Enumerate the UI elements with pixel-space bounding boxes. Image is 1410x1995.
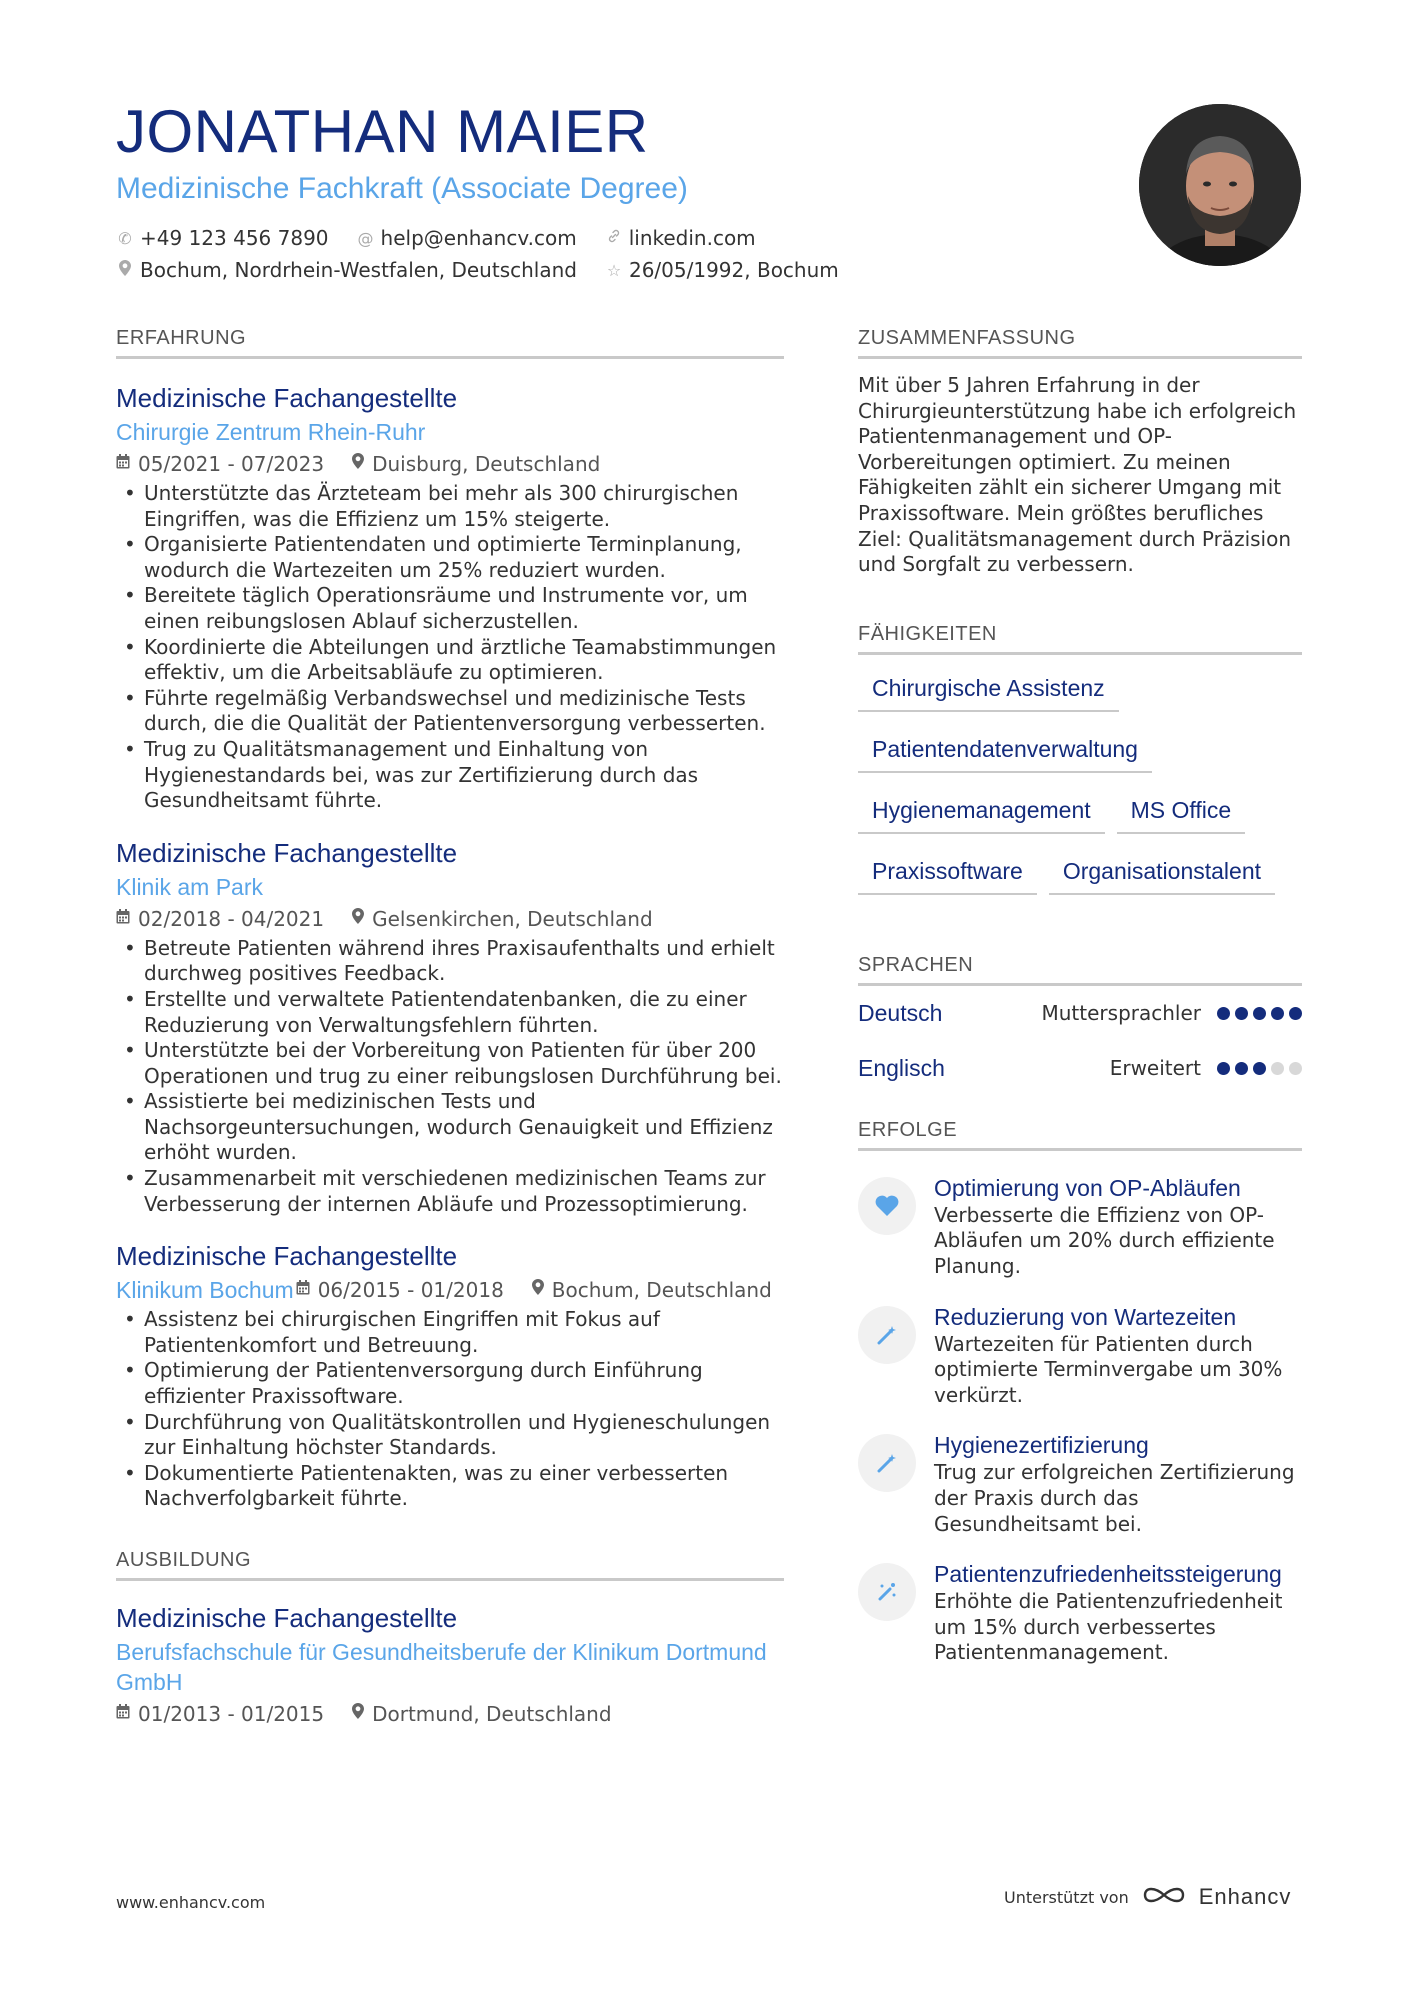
- job-dates: [116, 449, 324, 479]
- left-column: [116, 324, 784, 1729]
- rating-dot: [1253, 1007, 1266, 1020]
- bullet-item: • Dokumentierte Patientenakten, was zu einer verbesserten Nachverfolgbarkeit führte.: [116, 1461, 784, 1512]
- job-dates: [296, 1275, 504, 1305]
- rating-dot: [1289, 1062, 1302, 1075]
- candidate-name: JONATHAN MAIER: [116, 98, 649, 165]
- contact-link[interactable]: [605, 226, 756, 250]
- language-rating: [1217, 1062, 1302, 1075]
- dates-text: 02/2018 - 04/2021: [138, 906, 325, 931]
- job-title: Medizinische Fachangestellte: [116, 837, 458, 868]
- job-location: [532, 1275, 772, 1305]
- achievement-title: Hygienezertifizierung: [934, 1432, 1149, 1459]
- job-company: Klinik am Park: [116, 873, 263, 900]
- footer-branding: [1004, 1883, 1291, 1911]
- job-dates: [116, 904, 324, 934]
- education-meta: [116, 1699, 784, 1729]
- powered-by-text: Unterstützt von: [1004, 1887, 1129, 1907]
- experience-item: [116, 1239, 784, 1512]
- job-bullets: [116, 1307, 784, 1512]
- location-pin-icon: [116, 260, 134, 280]
- bullet-item: • Betreute Patienten während ihres Praxisaufenthalts und erhielt durchweg positives Feedback.: [116, 936, 784, 987]
- rating-dot: [1253, 1062, 1266, 1075]
- location-text: Bochum, Nordrhein-Westfalen, Deutschland: [140, 258, 577, 282]
- achievement-item: [858, 1302, 1302, 1409]
- location-pin-icon: [352, 1699, 364, 1729]
- job-meta: [116, 449, 784, 479]
- language-name: Englisch: [858, 1054, 945, 1081]
- magic-wand-icon: [858, 1306, 916, 1364]
- star-icon: ☆: [606, 260, 622, 280]
- section-title-education: AUSBILDUNG: [116, 1546, 784, 1581]
- contact-birth: [605, 258, 839, 282]
- skill-tag: Patientendatenverwaltung: [858, 732, 1152, 773]
- location-text: Duisburg, Deutschland: [372, 452, 601, 476]
- job-title: Medizinische Fachangestellte: [116, 383, 458, 413]
- achievement-desc: Wartezeiten für Patienten durch optimierte Terminvergabe um 30% verkürzt.: [934, 1331, 1283, 1407]
- contact-email[interactable]: [357, 226, 577, 250]
- location-pin-icon: [352, 904, 364, 934]
- language-level: Erweitert: [1109, 1056, 1201, 1081]
- job-meta: [116, 1275, 784, 1305]
- skill-tag: Praxissoftware: [858, 854, 1037, 895]
- brand-name: Enhancv: [1198, 1884, 1292, 1909]
- job-company: Klinikum Bochum: [116, 1277, 294, 1304]
- location-pin-icon: [532, 1275, 544, 1305]
- magic-wand-icon: [858, 1434, 916, 1492]
- section-title-achievements: ERFOLGE: [858, 1116, 1302, 1151]
- link-icon: [605, 228, 623, 248]
- rating-dot: [1271, 1007, 1284, 1020]
- bullet-item: • Unterstützte bei der Vorbereitung von Patienten für über 200 Operationen und trug zu einer reibungslosen Durchführung bei.: [116, 1038, 784, 1089]
- birth-text: 26/05/1992, Bochum: [628, 258, 839, 282]
- achievement-title: Optimierung von OP-Abläufen: [934, 1174, 1241, 1201]
- calendar-icon: [116, 904, 130, 934]
- avatar: [1139, 104, 1301, 266]
- bullet-item: • Optimierung der Patientenversorgung durch Einführung effizienter Praxissoftware.: [116, 1358, 784, 1409]
- rating-dot: [1217, 1062, 1230, 1075]
- location-pin-icon: [352, 449, 364, 479]
- section-title-skills: FÄHIGKEITEN: [858, 620, 1302, 655]
- profile-photo: [1139, 104, 1301, 266]
- dates-text: 05/2021 - 07/2023: [138, 452, 325, 476]
- job-location: [352, 449, 600, 479]
- bullet-item: • Bereitete täglich Operationsräume und Instrumente vor, um einen reibungslosen Ablauf sicherzustellen.: [116, 583, 784, 634]
- location-text: Dortmund, Deutschland: [372, 1702, 612, 1726]
- degree-title: Medizinische Fachangestellte: [116, 1603, 458, 1633]
- achievement-desc: Erhöhte die Patientenzufriedenheit um 15% durch verbessertes Patientenmanagement.: [934, 1589, 1283, 1665]
- location-text: Bochum, Deutschland: [551, 1278, 772, 1303]
- bullet-item: • Koordinierte die Abteilungen und ärztliche Teamabstimmungen effektiv, um die Arbeitsabläufe zu optimieren.: [116, 635, 784, 686]
- achievement-title: Patientenzufriedenheitssteigerung: [934, 1561, 1282, 1588]
- experience-item: [116, 836, 784, 1218]
- bullet-item: • Assistierte bei medizinischen Tests und Nachsorgeuntersuchungen, wodurch Genauigkeit und Effizienz erhöht wurden.: [116, 1089, 784, 1166]
- language-level: Muttersprachler: [1041, 1001, 1201, 1026]
- dates-text: 01/2013 - 01/2015: [138, 1702, 325, 1726]
- skills-list: [858, 671, 1302, 895]
- skill-tag: Hygienemanagement: [858, 793, 1105, 834]
- right-column: [858, 324, 1302, 1666]
- skill-tag: MS Office: [1117, 793, 1246, 834]
- contact-info: [116, 222, 1116, 286]
- achievement-item: [858, 1430, 1302, 1537]
- section-title-languages: SPRACHEN: [858, 951, 1302, 986]
- job-location: [352, 904, 653, 934]
- bullet-item: • Erstellte und verwaltete Patientendatenbanken, die zu einer Reduzierung von Verwaltungsfehlern führten.: [116, 987, 784, 1038]
- skill-tag: Organisationstalent: [1049, 854, 1275, 895]
- rating-dot: [1235, 1062, 1248, 1075]
- bullet-item: • Organisierte Patientendaten und optimierte Terminplanung, wodurch die Wartezeiten um 25% reduziert wurden.: [116, 532, 784, 583]
- section-title-experience: ERFAHRUNG: [116, 324, 784, 359]
- skill-tag: Chirurgische Assistenz: [858, 671, 1119, 712]
- calendar-icon: [296, 1275, 310, 1305]
- achievement-desc: Verbesserte die Effizienz von OP-Abläufen um 20% durch effiziente Planung.: [934, 1202, 1275, 1278]
- calendar-icon: [116, 1699, 130, 1729]
- calendar-icon: [116, 449, 130, 479]
- education-dates: [116, 1699, 324, 1729]
- bullet-item: • Führte regelmäßig Verbandswechsel und medizinische Tests durch, die die Qualität der Patientenversorgung verbesserten.: [116, 686, 784, 737]
- job-title: Medizinische Fachangestellte: [116, 1241, 458, 1272]
- location-text: Gelsenkirchen, Deutschland: [372, 906, 653, 931]
- rating-dot: [1289, 1007, 1302, 1020]
- heart-icon: [858, 1177, 916, 1235]
- at-icon: @: [357, 228, 374, 248]
- phone-icon: ✆: [118, 228, 132, 248]
- job-bullets: [116, 481, 784, 814]
- sparkle-wand-icon: [858, 1563, 916, 1621]
- contact-location: [116, 258, 577, 282]
- job-bullets: [116, 936, 784, 1218]
- rating-dot: [1235, 1007, 1248, 1020]
- job-company: Chirurgie Zentrum Rhein-Ruhr: [116, 419, 426, 445]
- bullet-item: • Assistenz bei chirurgischen Eingriffen mit Fokus auf Patientenkomfort und Betreuung.: [116, 1307, 784, 1358]
- rating-dot: [1271, 1062, 1284, 1075]
- rating-dot: [1217, 1007, 1230, 1020]
- education-item: [116, 1601, 784, 1729]
- achievement-title: Reduzierung von Wartezeiten: [934, 1303, 1237, 1330]
- language-item: [858, 1041, 1302, 1096]
- achievement-item: [858, 1173, 1302, 1280]
- header: [116, 96, 1116, 286]
- achievement-desc: Trug zur erfolgreichen Zertifizierung der Praxis durch das Gesundheitsamt bei.: [934, 1460, 1295, 1536]
- school-name: Berufsfachschule für Gesundheitsberufe der Klinikum Dortmund GmbH: [116, 1639, 767, 1695]
- achievement-item: [858, 1559, 1302, 1666]
- enhancv-logo-icon: [1141, 1883, 1187, 1911]
- email-text: help@enhancv.com: [380, 226, 577, 250]
- language-rating: [1217, 1007, 1302, 1020]
- footer-website[interactable]: www.enhancv.com: [116, 1893, 266, 1912]
- candidate-title: Medizinische Fachkraft (Associate Degree): [116, 172, 688, 205]
- bullet-item: • Trug zu Qualitätsmanagement und Einhaltung von Hygienestandards bei, was zur Zertifizierung durch das Gesundheitsamt führte.: [116, 737, 784, 814]
- bullet-item: • Durchführung von Qualitätskontrollen und Hygieneschulungen zur Einhaltung höchster Standards.: [116, 1410, 784, 1461]
- experience-item: [116, 381, 784, 814]
- education-location: [352, 1699, 611, 1729]
- website-text: linkedin.com: [628, 226, 756, 250]
- contact-phone[interactable]: [116, 226, 329, 250]
- dates-text: 06/2015 - 01/2018: [317, 1278, 504, 1303]
- section-title-summary: ZUSAMMENFASSUNG: [858, 324, 1302, 359]
- language-item: [858, 986, 1302, 1041]
- summary-text: Mit über 5 Jahren Erfahrung in der Chirurgieunterstützung habe ich erfolgreich Patientenmanagement und OP-Vorbereitungen optimiert. Zu meinen Fähigkeiten zählt ein sicherer Umgang mit Praxissoftware. Mein größtes berufliches Ziel: Qualitätsmanagement durch Präzision und Sorgfalt zu verbessern.: [858, 373, 1297, 577]
- bullet-item: • Unterstützte das Ärzteteam bei mehr als 300 chirurgischen Eingriffen, was die Effizienz um 15% steigerte.: [116, 481, 784, 532]
- phone-text: +49 123 456 7890: [140, 226, 329, 250]
- job-meta: [116, 904, 784, 934]
- bullet-item: • Zusammenarbeit mit verschiedenen medizinischen Teams zur Verbesserung der internen Abläufe und Prozessoptimierung.: [116, 1166, 784, 1217]
- language-name: Deutsch: [858, 999, 943, 1026]
